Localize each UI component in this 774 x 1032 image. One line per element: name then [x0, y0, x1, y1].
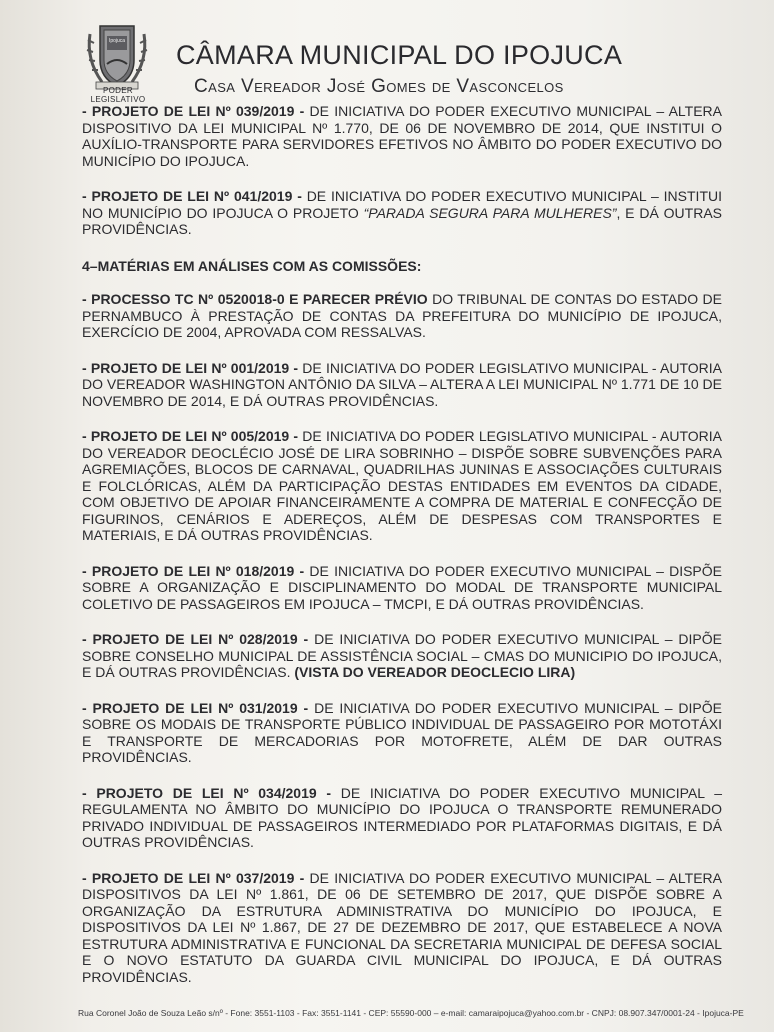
agenda-item	[82, 428, 722, 544]
item-heading: - PROJETO DE LEI Nº 005/2019 -	[82, 428, 299, 444]
section-title: 4–MATÉRIAS EM ANÁLISES COM AS COMISSÕES:	[82, 257, 422, 274]
item-italic-text: “PARADA SEGURA PARA MULHERES”	[363, 204, 617, 221]
agenda-item	[82, 103, 722, 169]
item-heading: - PROJETO DE LEI Nº 034/2019 -	[82, 784, 332, 801]
item-heading: - PROCESSO TC Nº 0520018-0 E PARECER PRÉVIO	[82, 291, 428, 307]
agenda-item	[82, 700, 722, 766]
item-text: DE INICIATIVA DO PODER EXECUTIVO MUNICIPAL – REGULAMENTA NO ÂMBITO DO MUNICÍPIO DO IPOJUCA O TRANSPORTE REMUNERADO PRIVADO INDIVIDUAL DE PASSAGEIROS INTERMEDIADO POR PLATAFORMAS DIGITAIS, E DÁ OUTRAS PROVIDÊNCIAS.	[82, 784, 722, 850]
item-text: DE INICIATIVA DO PODER EXECUTIVO MUNICIPAL – DIPÕE SOBRE OS MODAIS DE TRANSPORTE PÚBLICO INDIVIDUAL DE PASSAGEIRO POR MOTOTÁXI E TRANSPORTE DE MERCADORIAS POR MOTOFRETE, ALÉM DE DAR OUTRAS PROVIDÊNCIAS.	[82, 699, 722, 765]
item-heading: - PROJETO DE LEI Nº 028/2019 -	[82, 631, 309, 647]
crest-line-1: PODER	[103, 86, 133, 95]
item-text: DO TRIBUNAL DE CONTAS DO ESTADO DE PERNAMBUCO À PRESTAÇÃO DE CONTAS DA PREFEITURA DO MUNICÍPIO DE IPOJUCA, EXERCÍCIO DE 2004, APROVADA COM RESSALVAS.	[82, 291, 722, 340]
page-subtitle: Casa Vereador José Gomes de Vasconcelos	[194, 76, 564, 97]
agenda-content	[82, 103, 722, 1004]
item-text: DE INICIATIVA DO PODER EXECUTIVO MUNICIPAL – ALTERA DISPOSITIVO DA LEI MUNICIPAL Nº 1.770, DE 06 DE NOVEMBRO DE 2014, QUE INSTITUI O AUXÍLIO-TRANSPORTE PARA SERVIDORES EFETIVOS NO ÂMBITO DO PODER EXECUTIVO DO MUNICÍPIO DO IPOJUCA.	[82, 103, 722, 169]
agenda-item	[82, 360, 722, 410]
agenda-item	[82, 291, 722, 341]
item-text-end: , E DÁ OUTRAS PROVIDÊNCIAS.	[82, 204, 722, 237]
item-note: (VISTA DO VEREADOR DEOCLECIO LIRA)	[294, 664, 576, 680]
page-footer: Rua Coronel João de Souza Leão s/nº - Fone: 3551-1103 - Fax: 3551-1141 - CEP: 55590-000 – e-mail: camaraipojuca@yahoo.com.br - CNPJ: 08.907.347/0001-24 - Ipojuca-PE	[78, 1008, 744, 1018]
item-heading: - PROJETO DE LEI Nº 001/2019 -	[82, 359, 299, 376]
item-text: DE INICIATIVA DO PODER LEGISLATIVO MUNICIPAL - AUTORIA DO VEREADOR WASHINGTON ANTÔNIO DA SILVA – ALTERA A LEI MUNICIPAL Nº 1.771 DE 10 DE NOVEMBRO DE 2014, E DÁ OUTRAS PROVIDÊNCIAS.	[82, 359, 723, 409]
item-text: DE INICIATIVA DO PODER EXECUTIVO MUNICIPAL – INSTITUI NO MUNICÍPIO DO IPOJUCA O PROJETO	[82, 188, 722, 221]
item-text: DE INICIATIVA DO PODER EXECUTIVO MUNICIPAL – DIPÕE SOBRE CONSELHO MUNICIPAL DE ASSISTÊNCIA SOCIAL – CMAS DO MUNICIPIO DO IPOJUCA, E DÁ OUTRAS PROVIDÊNCIAS.	[82, 631, 722, 680]
item-heading: - PROJETO DE LEI Nº 039/2019 -	[82, 103, 305, 119]
page-title: CÂMARA MUNICIPAL DO IPOJUCA	[176, 40, 623, 70]
agenda-item	[82, 785, 722, 851]
agenda-item	[82, 870, 722, 986]
agenda-item	[82, 188, 722, 238]
item-heading: - PROJETO DE LEI Nº 037/2019 -	[82, 869, 305, 886]
item-text: DE INICIATIVA DO PODER EXECUTIVO MUNICIPAL – DISPÕE SOBRE A ORGANIZAÇÃO E DISCIPLINAMENTO DO MODAL DE TRANSPORTE MUNICIPAL COLETIVO DE PASSAGEIROS EM IPOJUCA – TMCPI, E DÁ OUTRAS PROVIDÊNCIAS.	[82, 562, 722, 612]
item-text: DE INICIATIVA DO PODER EXECUTIVO MUNICIPAL – ALTERA DISPOSITIVOS DA LEI Nº 1.861, DE 06 DE SETEMBRO DE 2017, QUE DISPÕE SOBRE A ORGANIZAÇÃO DA ESTRUTURA ADMINISTRATIVA DO MUNICÍPIO DO IPOJUCA, E DISPOSITIVOS DA LEI Nº 1.867, DE 27 DE DEZEMBRO DE 2017, QUE ESTABELECE A NOVA ESTRUTURA ADMINISTRATIVA E FUNCIONAL DA SECRETARIA MUNICIPAL DE DEFESA SOCIAL E O NOVO ESTATUTO DA GUARDA CIVIL MUNICIPAL DO IPOJUCA, E DÁ OUTRAS PROVIDÊNCIAS.	[82, 869, 722, 985]
agenda-item	[82, 631, 722, 681]
item-heading: - PROJETO DE LEI Nº 018/2019 -	[82, 562, 305, 579]
item-heading: - PROJETO DE LEI Nº 031/2019 -	[82, 699, 309, 716]
crest-caption	[78, 86, 158, 104]
item-heading: - PROJETO DE LEI Nº 041/2019 -	[82, 188, 302, 204]
crest-seal-text: Ipojuca	[108, 38, 126, 44]
crest-line-2: LEGISLATIVO	[90, 95, 146, 104]
item-text: DE INICIATIVA DO PODER LEGISLATIVO MUNICIPAL - AUTORIA DO VEREADOR DEOCLÉCIO JOSÉ DE LIRA SOBRINHO – DISPÕE SOBRE SUBVENÇÕES PARA AGREMIAÇÕES, BLOCOS DE CARNAVAL, QUADRILHAS JUNINAS E ASSOCIAÇÕES CULTURAIS E FOLCLÓRICAS, ALÉM DA PARTICIPAÇÃO DESTAS ENTIDADES EM EVENTOS DA CIDADE, COM OBJETIVO DE APOIAR FINANCEIRAMENTE A COMPRA DE MATERIAL E CONFECÇÃO DE FIGURINOS, CENÁRIOS E ADEREÇOS, ALÉM DE DESPESAS COM TRANSPORTES E MATERIAIS, E DÁ OUTRAS PROVIDÊNCIAS.	[82, 428, 723, 543]
agenda-item	[82, 563, 722, 613]
